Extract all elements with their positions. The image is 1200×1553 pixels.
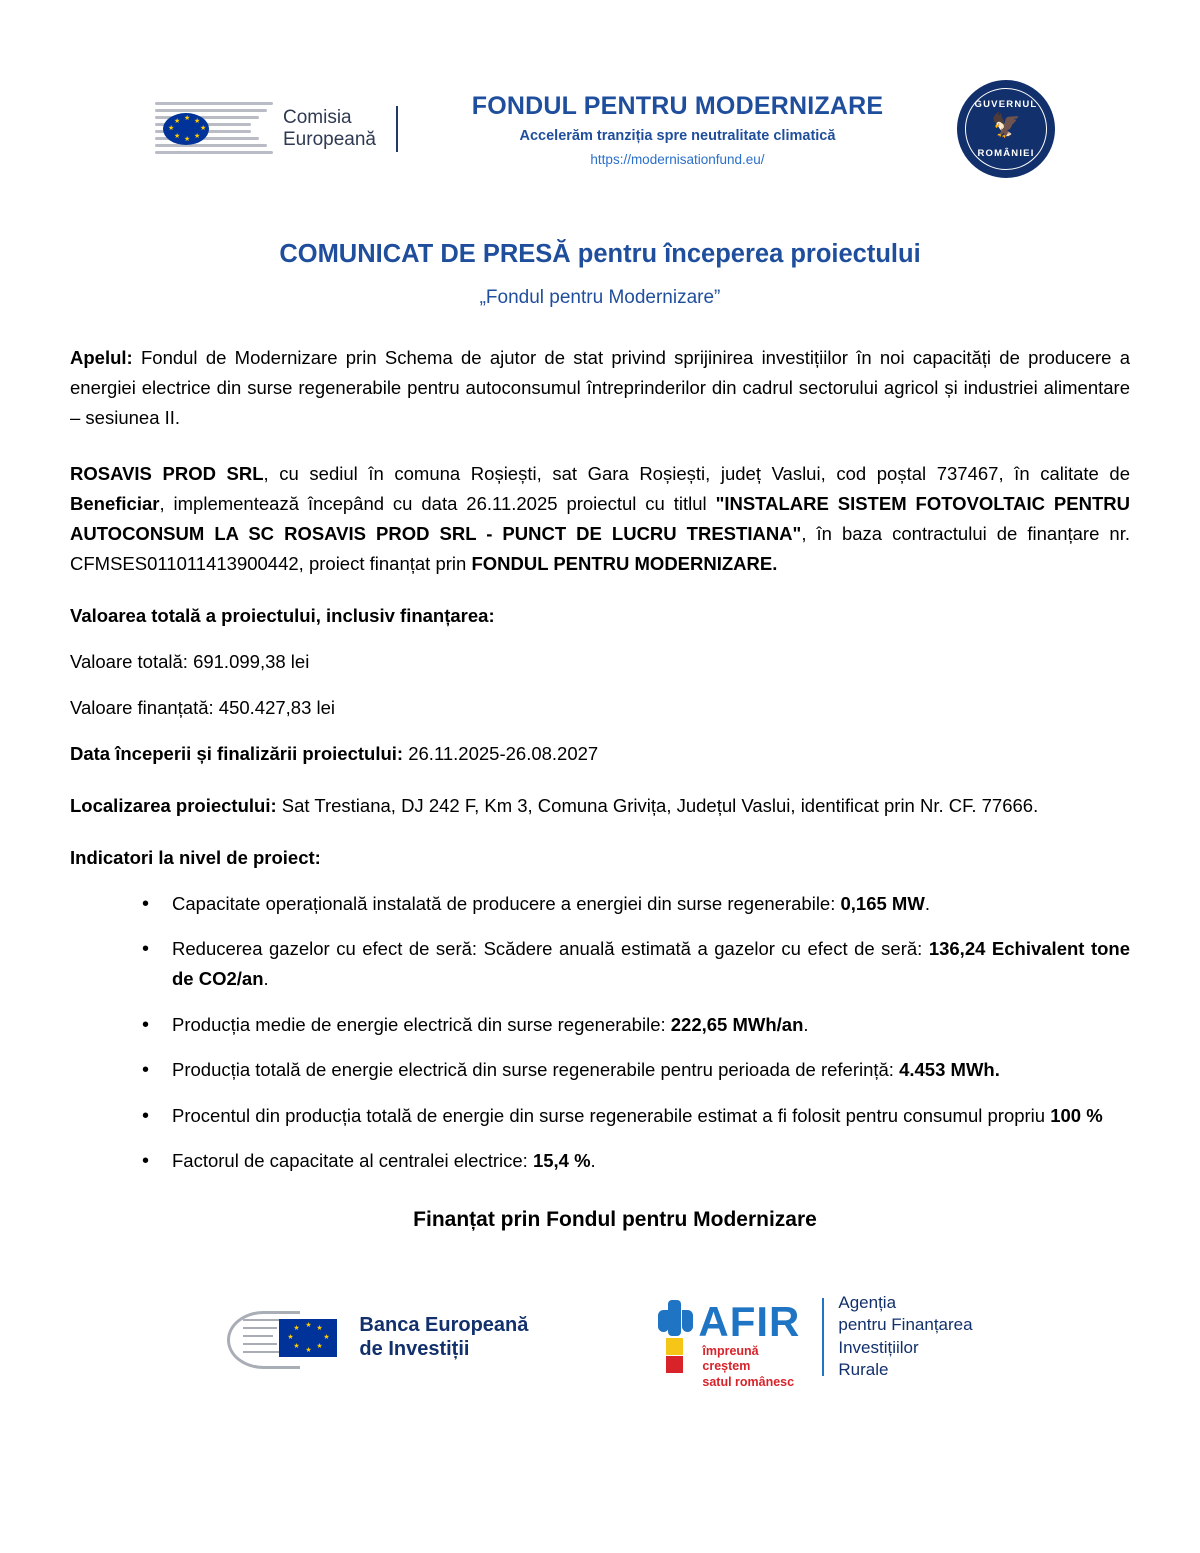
fund-url-link[interactable]: https://modernisationfund.eu/ <box>590 151 765 167</box>
list-item <box>142 934 1130 993</box>
eu-flag-oval: ★ ★ ★ ★ ★ ★ ★ ★ <box>163 113 209 145</box>
indicator-value: 100 % <box>1050 1104 1103 1126</box>
european-investment-bank-logo <box>227 1305 528 1369</box>
beneficiary-text-1: , cu sediul în comuna Roșiești, sat Gara Roșiești, județ Vaslui, cod poștal 737467, în calitate de <box>263 462 1130 484</box>
eib-label-line1: Banca Europeană <box>359 1313 529 1336</box>
indicator-value: 4.453 MWh. <box>899 1059 1000 1081</box>
call-paragraph <box>70 343 1130 433</box>
afir-agency-line4: Rurale <box>838 1360 889 1380</box>
afir-wordmark: AFIR <box>698 1297 801 1345</box>
indicator-text: Factorul de capacitate al centralei electrice: <box>172 1150 533 1172</box>
eu-flag-lines-graphic <box>155 100 273 158</box>
project-title: "INSTALARE SISTEM FOTOVOLTAIC PENTRU AUTOCONSUM LA SC ROSAVIS PROD SRL - PUNCT DE LUCRU TRESTIANA" <box>70 492 1130 544</box>
seal-top-text: GUVERNUL <box>974 99 1038 110</box>
indicator-text: Reducerea gazelor cu efect de seră: Scădere anuală estimată a gazelor cu efect de seră: <box>172 938 929 960</box>
romanian-government-seal <box>957 80 1055 178</box>
afir-slogan <box>702 1344 808 1391</box>
indicator-value: 136,24 Echivalent tone de CO2/an <box>172 938 1130 989</box>
financed-value: Valoare finanțată: 450.427,83 lei <box>70 696 336 718</box>
modernisation-fund-header <box>398 92 957 167</box>
seal-bottom-text: ROMÂNIEI <box>977 148 1035 159</box>
funded-by-statement: Finanțat prin Fondul pentru Modernizare <box>413 1207 817 1231</box>
afir-agency-line2: pentru Finanțarea <box>838 1315 973 1335</box>
fund-subtitle: Accelerăm tranziția spre neutralitate climatică <box>519 127 836 144</box>
eu-flag-graphic: ★ ★ ★ ★ ★ ★ ★ ★ <box>279 1319 337 1357</box>
eib-mark-graphic <box>227 1305 347 1369</box>
project-dates-value: 26.11.2025-26.08.2027 <box>403 742 599 764</box>
indicator-text: Producția medie de energie electrică din surse regenerabile: <box>172 1013 671 1035</box>
afir-slogan-line2: satul românesc <box>702 1375 795 1390</box>
project-location-label: Localizarea proiectului: <box>70 794 277 816</box>
indicator-value: 15,4 % <box>532 1150 591 1172</box>
project-location <box>70 791 1130 821</box>
project-dates <box>70 743 1130 765</box>
indicator-value: 0,165 MW <box>840 892 925 914</box>
project-location-value: Sat Trestiana, DJ 242 F, Km 3, Comuna Grivița, Județul Vaslui, identificat prin Nr. CF. 77666. <box>276 794 1039 816</box>
afir-slogan-line1: împreună creștem <box>702 1343 759 1374</box>
indicator-tail: . <box>263 967 269 989</box>
indicator-text: Procentul din producția totală de energie din surse regenerabile estimat a fi folosit pentru consumul propriu <box>172 1104 1051 1126</box>
indicators-list <box>70 889 1130 1176</box>
indicator-tail: . <box>590 1150 596 1172</box>
total-value-heading: Valoarea totală a proiectului, inclusiv finanțarea: <box>70 604 495 626</box>
indicator-text: Capacitate operațională instalată de producere a energiei din surse regenerabile: <box>172 892 841 914</box>
call-label: Apelul: <box>70 347 133 368</box>
list-item <box>142 1010 1130 1040</box>
afir-agency-line3: Investițiilor <box>838 1337 919 1357</box>
eib-label-line2: de Investiții <box>359 1337 470 1360</box>
european-commission-logo <box>155 100 398 158</box>
beneficiary-role: Beneficiar <box>70 492 160 514</box>
total-value: Valoare totală: 691.099,38 lei <box>70 650 310 672</box>
indicators-heading: Indicatori la nivel de proiect: <box>70 846 321 868</box>
indicator-value: 222,65 MWh/an <box>670 1013 804 1035</box>
list-item <box>142 1101 1130 1131</box>
afir-logo <box>658 1292 973 1390</box>
project-dates-label: Data începerii și finalizării proiectului: <box>70 742 404 764</box>
page-subtitle: „Fondul pentru Modernizare” <box>479 287 721 308</box>
indicator-text: Producția totală de energie electrică din surse regenerabile pentru perioada de referință: <box>172 1059 900 1081</box>
list-item <box>142 889 1130 919</box>
beneficiary-text-3: , în baza contractului de finanțare nr. CFMSES011011413900442, proiect finanțat prin <box>70 522 1130 574</box>
afir-agency-line1: Agenția <box>838 1292 897 1312</box>
call-text: Fondul de Modernizare prin Schema de ajutor de stat privind sprijinirea investițiilor în noi capacități de producere a energiei electrice din surse regenerabile pentru autoconsumul întreprinderilor din cadrul sectorului agricol și industriei alimentare – sesiunea II. <box>70 347 1130 428</box>
document-footer <box>70 1292 1130 1402</box>
document-header <box>70 60 1130 188</box>
eu-commission-label <box>283 107 376 151</box>
eagle-icon: 🦅 <box>991 112 1021 139</box>
fund-name: FONDUL PENTRU MODERNIZARE. <box>471 552 778 574</box>
eu-commission-label-line1: Comisia <box>283 107 352 129</box>
eib-label <box>359 1313 528 1361</box>
page-title: COMUNICAT DE PRESĂ pentru începerea proiectului <box>279 240 921 268</box>
beneficiary-paragraph <box>70 459 1130 579</box>
eu-commission-label-line2: Europeană <box>283 129 376 150</box>
list-item <box>142 1055 1130 1085</box>
beneficiary-text-2: , implementează începând cu data 26.11.2025 proiectul cu titlul <box>159 492 716 514</box>
afir-mark-graphic <box>658 1297 808 1390</box>
list-item <box>142 1146 1130 1176</box>
indicator-tail: . <box>803 1013 809 1035</box>
fund-title: FONDUL PENTRU MODERNIZARE <box>471 91 884 120</box>
afir-logo-divider <box>822 1298 824 1376</box>
indicator-tail: . <box>924 892 930 914</box>
company-name: ROSAVIS PROD SRL <box>70 462 264 484</box>
afir-agency-name <box>838 1292 972 1382</box>
